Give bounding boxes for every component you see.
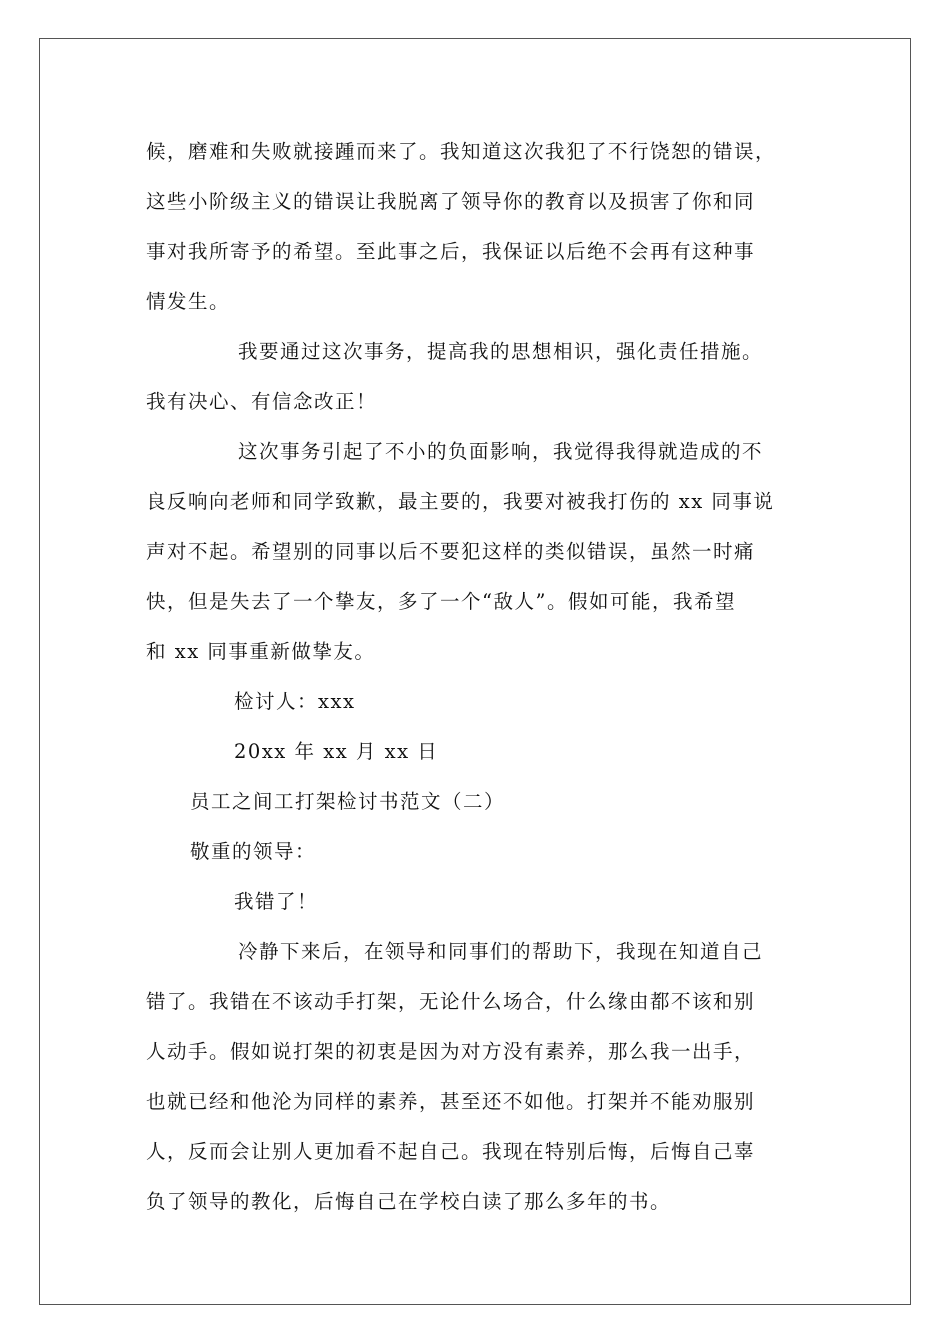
text-line: 快，但是失去了一个挚友，多了一个“敌人”。假如可能，我希望 xyxy=(146,590,736,613)
text-line: 良反响向老师和同学致歉，最主要的，我要对被我打伤的 xx 同事说 xyxy=(146,490,775,513)
text-line: 这些小阶级主义的错误让我脱离了领导你的教育以及损害了你和同 xyxy=(146,190,756,213)
text-line: 错了。我错在不该动手打架，无论什么场合，什么缘由都不该和别 xyxy=(146,990,756,1013)
text-line: 事对我所寄予的希望。至此事之后，我保证以后绝不会再有这种事 xyxy=(146,240,756,263)
text-line: 人，反而会让别人更加看不起自己。我现在特别后悔，后悔自己辜 xyxy=(146,1140,756,1163)
text-line: 也就已经和他沦为同样的素养，甚至还不如他。打架并不能劝服别 xyxy=(146,1090,756,1113)
text-line: 我要通过这次事务，提高我的思想相识，强化责任措施。 xyxy=(238,340,764,363)
text-line: 人动手。假如说打架的初衷是因为对方没有素养，那么我一出手， xyxy=(146,1040,756,1063)
text-line: 我有决心、有信念改正！ xyxy=(146,390,378,413)
text-line: 冷静下来后，在领导和同事们的帮助下，我现在知道自己 xyxy=(238,940,764,963)
document-body xyxy=(146,127,814,1227)
text-line: 员工之间工打架检讨书范文（二） xyxy=(190,790,506,813)
text-line: 候，磨难和失败就接踵而来了。我知道这次我犯了不行饶恕的错误， xyxy=(146,140,777,163)
text-line: 声对不起。希望别的同事以后不要犯这样的类似错误，虽然一时痛 xyxy=(146,540,756,563)
text-line: 20xx 年 xx 月 xx 日 xyxy=(234,740,439,763)
text-line: 检讨人：xxx xyxy=(234,690,356,713)
text-line: 我错了！ xyxy=(234,890,319,913)
text-line: 负了领导的教化，后悔自己在学校白读了那么多年的书。 xyxy=(146,1190,672,1213)
text-line: 这次事务引起了不小的负面影响，我觉得我得就造成的不 xyxy=(238,440,764,463)
text-line: 情发生。 xyxy=(146,290,231,313)
text-line: 敬重的领导： xyxy=(190,840,317,863)
text-line: 和 xx 同事重新做挚友。 xyxy=(146,640,376,663)
